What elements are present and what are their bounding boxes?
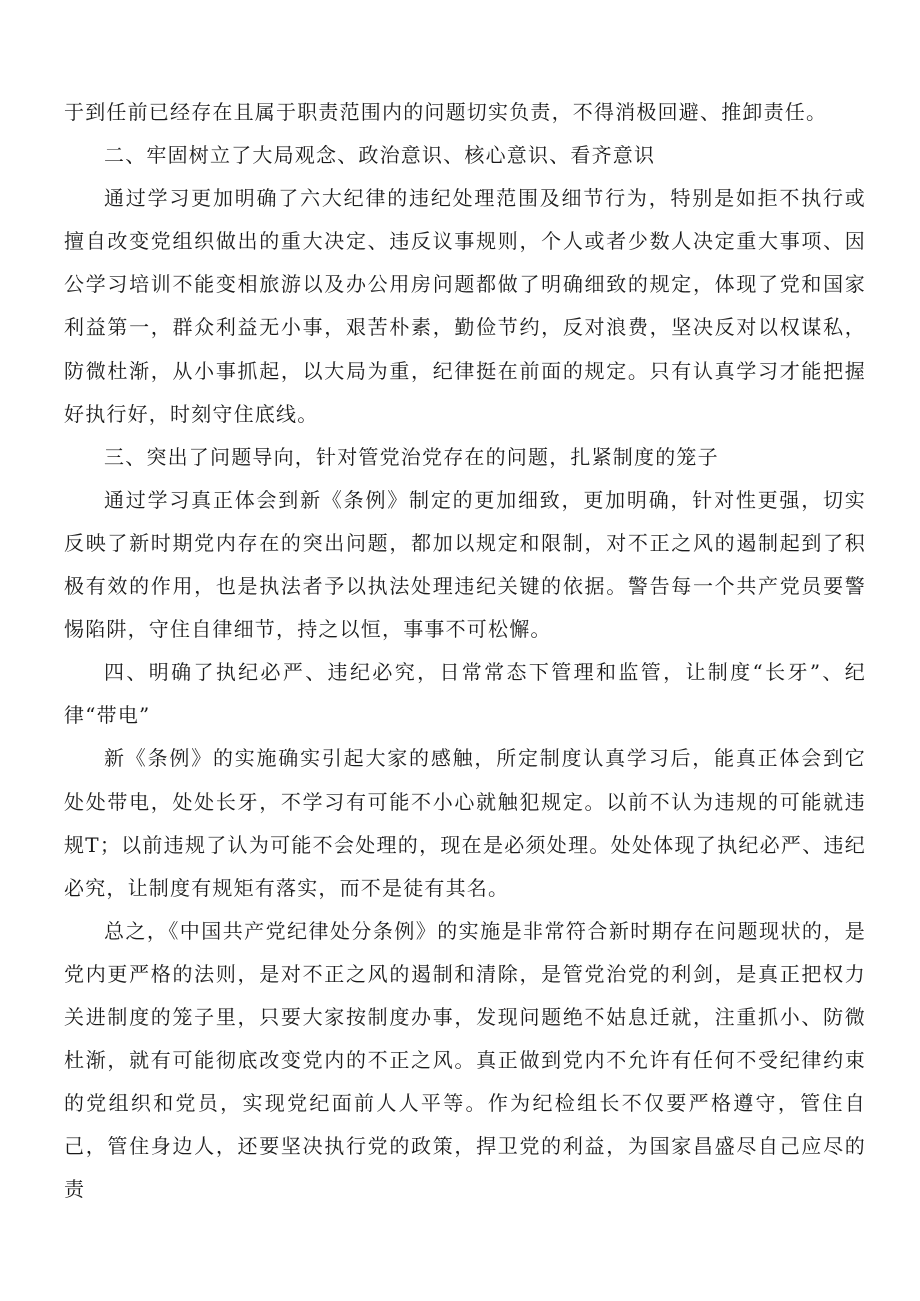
paragraph-1: 于到任前已经存在且属于职责范围内的问题切实负责，不得消极回避、推卸责任。 (64, 100, 828, 124)
paragraph-5: 通过学习真正体会到新《条例》制定的更加细致，更加明确，针对性更强，切实反映了新时期党内存在的突出问题，都加以规定和限制，对不正之风的遏制起到了积极有效的作用，也是执法者予以执法处理违纪关键的依据。警告每一个共产党员要警惕陷阱，守住自律细节，持之以恒，事事不可松懈。 (64, 487, 866, 642)
section-heading-3: 三、突出了问题导向，针对管党治党存在的问题，扎紧制度的笼子 (104, 444, 719, 469)
paragraph-summary: 总之，《中国共产党纪律处分条例》的实施是非常符合新时期存在问题现状的，是党内更严格的法则，是对不正之风的遏制和清除，是管党治党的利剑，是真正把权力关进制度的笼子里，只要大家按制度办事，发现问题绝不姑息迁就，注重抓小、防微杜渐，就有可能彻底改变党内的不正之风。真正做到党内不允许有任何不受纪律约束的党组织和党员，实现党纪面前人人平等。作为纪检组长不仅要严格遵守，管住自己，管住身边人，还要坚决执行党的政策，捍卫党的利益，为国家昌盛尽自己应尽的责 (64, 918, 866, 1202)
section-heading-2: 二、牢固树立了大局观念、政治意识、核心意识、看齐意识 (104, 143, 656, 168)
paragraph-3: 通过学习更加明确了六大纪律的违纪处理范围及细节行为，特别是如拒不执行或擅自改变党组织做出的重大决定、违反议事规则，个人或者少数人决定重大事项、因公学习培训不能变相旅游以及办公用房问题都做了明确细致的规定，体现了党和国家利益第一，群众利益无小事，艰苦朴素，勤俭节约，反对浪费，坚决反对以权谋私，防微杜渐，从小事抓起，以大局为重，纪律挺在前面的规定。只有认真学习才能把握好执行好，时刻守住底线。 (64, 186, 866, 426)
section-heading-4: 四、明确了执纪必严、违纪必究，日常常态下管理和监管，让制度“长牙”、纪律“带电” (64, 660, 866, 728)
document-body (64, 91, 866, 1211)
paragraph-7: 新《条例》的实施确实引起大家的感触，所定制度认真学习后，能真正体会到它处处带电，处处长牙，不学习有可能不小心就触犯规定。以前不认为违规的可能就违规T；以前违规了认为可能不会处理的，现在是必须处理。处处体现了执纪必严、违纪必究，让制度有规矩有落实，而不是徒有其名。 (64, 746, 866, 900)
